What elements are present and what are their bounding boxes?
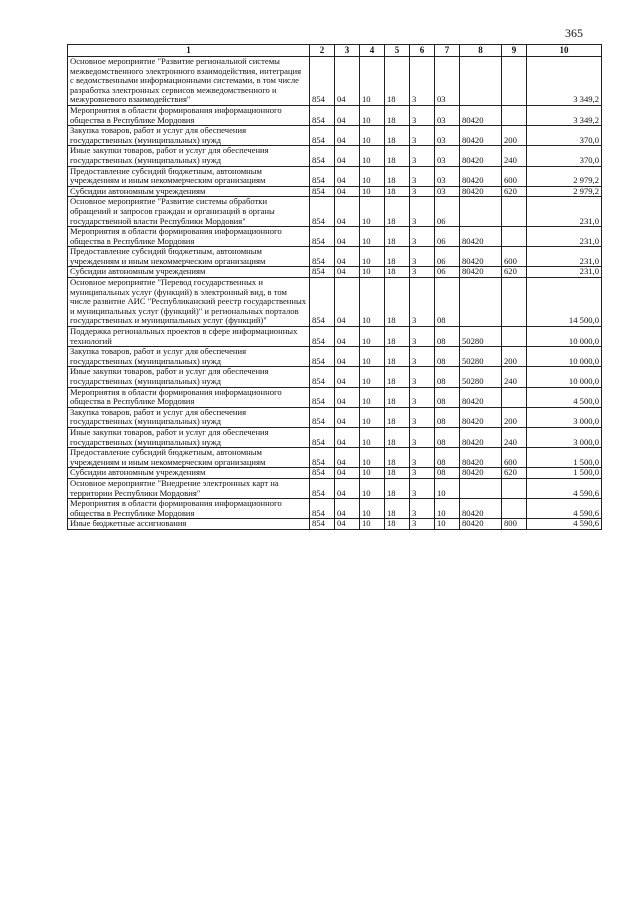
- code-col-6: 3: [410, 327, 435, 347]
- row-name: Поддержка региональных проектов в сфере информационных технологий: [68, 327, 310, 347]
- code-col-5: 18: [385, 267, 410, 278]
- code-col-8: 80420: [460, 227, 502, 247]
- code-col-9: [502, 478, 527, 498]
- code-col-5: 18: [385, 427, 410, 447]
- code-col-7: 08: [435, 468, 460, 479]
- row-amount: 1 500,0: [527, 468, 602, 479]
- code-col-7: 08: [435, 278, 460, 327]
- code-col-6: 3: [410, 407, 435, 427]
- code-col-7: 08: [435, 327, 460, 347]
- code-col-8: 80420: [460, 105, 502, 125]
- row-name: Мероприятия в области формирования информационного общества в Республике Мордовия: [68, 387, 310, 407]
- table-row: [68, 448, 602, 468]
- code-col-6: 3: [410, 166, 435, 186]
- header-row: [68, 45, 602, 57]
- row-amount: 2 979,2: [527, 166, 602, 186]
- code-col-3: 04: [335, 347, 360, 367]
- code-col-3: 04: [335, 278, 360, 327]
- code-col-2: 854: [310, 278, 335, 327]
- row-amount: 3 000,0: [527, 407, 602, 427]
- code-col-4: 10: [360, 499, 385, 519]
- code-col-5: 18: [385, 166, 410, 186]
- table-row: [68, 499, 602, 519]
- row-name: Закупка товаров, работ и услуг для обеспечения государственных (муниципальных) нужд: [68, 407, 310, 427]
- table-row: [68, 247, 602, 267]
- code-col-9: [502, 197, 527, 227]
- table-row: [68, 387, 602, 407]
- row-amount: 1 500,0: [527, 448, 602, 468]
- code-col-2: 854: [310, 519, 335, 530]
- code-col-3: 04: [335, 468, 360, 479]
- code-col-6: 3: [410, 387, 435, 407]
- row-name: Иные закупки товаров, работ и услуг для обеспечения государственных (муниципальных) нужд: [68, 146, 310, 166]
- code-col-7: 08: [435, 347, 460, 367]
- code-col-4: 10: [360, 57, 385, 106]
- code-col-7: 06: [435, 227, 460, 247]
- table-row: [68, 278, 602, 327]
- code-col-2: 854: [310, 387, 335, 407]
- code-col-4: 10: [360, 227, 385, 247]
- code-col-7: 03: [435, 57, 460, 106]
- code-col-6: 3: [410, 186, 435, 197]
- code-col-7: 08: [435, 387, 460, 407]
- header-cell: 6: [410, 45, 435, 57]
- code-col-3: 04: [335, 267, 360, 278]
- code-col-6: 3: [410, 126, 435, 146]
- code-col-4: 10: [360, 267, 385, 278]
- code-col-8: 80420: [460, 427, 502, 447]
- code-col-7: 03: [435, 166, 460, 186]
- code-col-8: 80420: [460, 448, 502, 468]
- code-col-3: 04: [335, 105, 360, 125]
- code-col-9: [502, 278, 527, 327]
- code-col-7: 08: [435, 427, 460, 447]
- code-col-5: 18: [385, 347, 410, 367]
- code-col-2: 854: [310, 367, 335, 387]
- code-col-6: 3: [410, 278, 435, 327]
- code-col-9: 200: [502, 407, 527, 427]
- code-col-3: 04: [335, 126, 360, 146]
- code-col-4: 10: [360, 126, 385, 146]
- table-row: [68, 166, 602, 186]
- code-col-2: 854: [310, 267, 335, 278]
- header-cell: 7: [435, 45, 460, 57]
- code-col-3: 04: [335, 387, 360, 407]
- code-col-5: 18: [385, 126, 410, 146]
- code-col-3: 04: [335, 367, 360, 387]
- code-col-8: 80420: [460, 267, 502, 278]
- code-col-5: 18: [385, 227, 410, 247]
- code-col-4: 10: [360, 347, 385, 367]
- code-col-8: 80420: [460, 247, 502, 267]
- code-col-6: 3: [410, 57, 435, 106]
- code-col-5: 18: [385, 407, 410, 427]
- code-col-8: [460, 57, 502, 106]
- code-col-9: 620: [502, 186, 527, 197]
- code-col-8: 80420: [460, 519, 502, 530]
- code-col-9: 240: [502, 367, 527, 387]
- code-col-6: 3: [410, 499, 435, 519]
- code-col-5: 18: [385, 278, 410, 327]
- code-col-4: 10: [360, 468, 385, 479]
- code-col-9: 620: [502, 468, 527, 479]
- code-col-2: 854: [310, 468, 335, 479]
- code-col-2: 854: [310, 186, 335, 197]
- row-name: Основное мероприятие "Развитие региональной системы межведомственного электронного взаимодействия, интеграция с ведомственными информационными системами, в том числе разработка электронных сервисов межведомственного и межуровневого взаимодействия": [68, 57, 310, 106]
- row-amount: 231,0: [527, 267, 602, 278]
- row-amount: 14 500,0: [527, 278, 602, 327]
- header-cell: 5: [385, 45, 410, 57]
- code-col-9: 200: [502, 347, 527, 367]
- code-col-7: 03: [435, 126, 460, 146]
- code-col-8: 80420: [460, 468, 502, 479]
- code-col-4: 10: [360, 448, 385, 468]
- code-col-5: 18: [385, 57, 410, 106]
- code-col-9: [502, 387, 527, 407]
- row-name: Иные закупки товаров, работ и услуг для обеспечения государственных (муниципальных) нужд: [68, 427, 310, 447]
- row-name: Основное мероприятие "Развитие системы обработки обращений и запросов граждан и организаций в органы государственной власти Республики Мордовия": [68, 197, 310, 227]
- code-col-8: 80420: [460, 146, 502, 166]
- code-col-7: 06: [435, 197, 460, 227]
- code-col-4: 10: [360, 186, 385, 197]
- row-name: Основное мероприятие "Перевод государственных и муниципальных услуг (функций) в электронный вид, в том числе развитие АИС "Республиканский реестр государственных и муниципальных услуг (функций)" и региональных порталов государственных и муниципальных услуг (функций)": [68, 278, 310, 327]
- code-col-3: 04: [335, 227, 360, 247]
- code-col-6: 3: [410, 146, 435, 166]
- row-name: Мероприятия в области формирования информационного общества в Республике Мордовия: [68, 499, 310, 519]
- code-col-7: 10: [435, 478, 460, 498]
- code-col-7: 03: [435, 146, 460, 166]
- code-col-4: 10: [360, 367, 385, 387]
- row-amount: 231,0: [527, 247, 602, 267]
- code-col-9: [502, 105, 527, 125]
- table-body: [68, 57, 602, 530]
- code-col-5: 18: [385, 478, 410, 498]
- header-cell: 8: [460, 45, 502, 57]
- code-col-2: 854: [310, 478, 335, 498]
- code-col-5: 18: [385, 499, 410, 519]
- code-col-5: 18: [385, 387, 410, 407]
- table-row: [68, 186, 602, 197]
- code-col-6: 3: [410, 448, 435, 468]
- row-name: Основное мероприятие "Внедрение электронных карт на территории Республики Мордовия": [68, 478, 310, 498]
- code-col-8: [460, 478, 502, 498]
- code-col-8: 50280: [460, 347, 502, 367]
- code-col-5: 18: [385, 146, 410, 166]
- row-amount: 231,0: [527, 197, 602, 227]
- table-row: [68, 227, 602, 247]
- header-cell: 10: [527, 45, 602, 57]
- code-col-5: 18: [385, 105, 410, 125]
- code-col-8: 80420: [460, 387, 502, 407]
- header-cell: 2: [310, 45, 335, 57]
- row-amount: 370,0: [527, 146, 602, 166]
- table-row: [68, 427, 602, 447]
- code-col-2: 854: [310, 57, 335, 106]
- row-name: Субсидии автономным учреждениям: [68, 186, 310, 197]
- row-name: Мероприятия в области формирования информационного общества в Республике Мордовия: [68, 227, 310, 247]
- code-col-3: 04: [335, 166, 360, 186]
- table-row: [68, 126, 602, 146]
- code-col-8: [460, 197, 502, 227]
- row-amount: 4 500,0: [527, 387, 602, 407]
- code-col-9: [502, 227, 527, 247]
- header-cell: 9: [502, 45, 527, 57]
- code-col-2: 854: [310, 407, 335, 427]
- code-col-6: 3: [410, 267, 435, 278]
- code-col-6: 3: [410, 197, 435, 227]
- table-row: [68, 146, 602, 166]
- code-col-3: 04: [335, 186, 360, 197]
- code-col-6: 3: [410, 105, 435, 125]
- code-col-7: 03: [435, 105, 460, 125]
- code-col-6: 3: [410, 519, 435, 530]
- code-col-8: 80420: [460, 499, 502, 519]
- code-col-4: 10: [360, 278, 385, 327]
- code-col-7: 08: [435, 367, 460, 387]
- code-col-2: 854: [310, 448, 335, 468]
- code-col-9: 240: [502, 427, 527, 447]
- code-col-4: 10: [360, 197, 385, 227]
- code-col-4: 10: [360, 247, 385, 267]
- code-col-5: 18: [385, 247, 410, 267]
- code-col-4: 10: [360, 146, 385, 166]
- table-row: [68, 478, 602, 498]
- code-col-8: 80420: [460, 126, 502, 146]
- table-row: [68, 197, 602, 227]
- table-row: [68, 519, 602, 530]
- code-col-9: [502, 499, 527, 519]
- code-col-7: 08: [435, 407, 460, 427]
- code-col-9: [502, 57, 527, 106]
- code-col-2: 854: [310, 427, 335, 447]
- code-col-6: 3: [410, 347, 435, 367]
- code-col-3: 04: [335, 146, 360, 166]
- code-col-2: 854: [310, 126, 335, 146]
- code-col-9: 620: [502, 267, 527, 278]
- row-amount: 4 590,6: [527, 478, 602, 498]
- table-row: [68, 367, 602, 387]
- row-amount: 4 590,6: [527, 499, 602, 519]
- code-col-3: 04: [335, 407, 360, 427]
- code-col-2: 854: [310, 499, 335, 519]
- code-col-6: 3: [410, 227, 435, 247]
- row-name: Субсидии автономным учреждениям: [68, 468, 310, 479]
- code-col-9: [502, 327, 527, 347]
- code-col-8: 80420: [460, 186, 502, 197]
- code-col-5: 18: [385, 468, 410, 479]
- code-col-4: 10: [360, 387, 385, 407]
- row-name: Закупка товаров, работ и услуг для обеспечения государственных (муниципальных) нужд: [68, 126, 310, 146]
- code-col-5: 18: [385, 327, 410, 347]
- code-col-9: 600: [502, 166, 527, 186]
- row-name: Иные бюджетные ассигнования: [68, 519, 310, 530]
- code-col-4: 10: [360, 105, 385, 125]
- row-name: Мероприятия в области формирования информационного общества в Республике Мордовия: [68, 105, 310, 125]
- table-row: [68, 57, 602, 106]
- code-col-6: 3: [410, 468, 435, 479]
- code-col-6: 3: [410, 427, 435, 447]
- code-col-2: 854: [310, 197, 335, 227]
- table-row: [68, 105, 602, 125]
- code-col-8: 50280: [460, 327, 502, 347]
- row-amount: 231,0: [527, 227, 602, 247]
- code-col-4: 10: [360, 478, 385, 498]
- code-col-3: 04: [335, 197, 360, 227]
- code-col-9: 800: [502, 519, 527, 530]
- code-col-4: 10: [360, 519, 385, 530]
- table-row: [68, 347, 602, 367]
- code-col-3: 04: [335, 427, 360, 447]
- code-col-7: 06: [435, 267, 460, 278]
- code-col-2: 854: [310, 166, 335, 186]
- table-row: [68, 327, 602, 347]
- code-col-6: 3: [410, 247, 435, 267]
- code-col-7: 08: [435, 448, 460, 468]
- row-name: Предоставление субсидий бюджетным, автономным учреждениям и иным некоммерческим организациям: [68, 448, 310, 468]
- row-amount: 3 349,2: [527, 57, 602, 106]
- code-col-3: 04: [335, 519, 360, 530]
- code-col-4: 10: [360, 327, 385, 347]
- code-col-3: 04: [335, 327, 360, 347]
- code-col-3: 04: [335, 57, 360, 106]
- row-amount: 3 349,2: [527, 105, 602, 125]
- code-col-3: 04: [335, 247, 360, 267]
- code-col-3: 04: [335, 478, 360, 498]
- row-amount: 4 590,6: [527, 519, 602, 530]
- row-name: Субсидии автономным учреждениям: [68, 267, 310, 278]
- code-col-5: 18: [385, 197, 410, 227]
- code-col-4: 10: [360, 407, 385, 427]
- code-col-5: 18: [385, 367, 410, 387]
- code-col-7: 10: [435, 499, 460, 519]
- row-amount: 10 000,0: [527, 327, 602, 347]
- row-amount: 3 000,0: [527, 427, 602, 447]
- table-row: [68, 267, 602, 278]
- code-col-3: 04: [335, 448, 360, 468]
- code-col-8: [460, 278, 502, 327]
- code-col-7: 03: [435, 186, 460, 197]
- budget-table: [67, 44, 602, 530]
- row-amount: 10 000,0: [527, 347, 602, 367]
- row-amount: 370,0: [527, 126, 602, 146]
- code-col-5: 18: [385, 519, 410, 530]
- header-cell: 1: [68, 45, 310, 57]
- row-name: Иные закупки товаров, работ и услуг для обеспечения государственных (муниципальных) нужд: [68, 367, 310, 387]
- page-number: 365: [565, 26, 583, 40]
- code-col-7: 06: [435, 247, 460, 267]
- code-col-2: 854: [310, 327, 335, 347]
- code-col-6: 3: [410, 478, 435, 498]
- code-col-2: 854: [310, 227, 335, 247]
- code-col-7: 10: [435, 519, 460, 530]
- header-cell: 3: [335, 45, 360, 57]
- row-name: Предоставление субсидий бюджетным, автономным учреждениям и иным некоммерческим организациям: [68, 166, 310, 186]
- code-col-4: 10: [360, 427, 385, 447]
- code-col-5: 18: [385, 186, 410, 197]
- row-name: Закупка товаров, работ и услуг для обеспечения государственных (муниципальных) нужд: [68, 347, 310, 367]
- table-row: [68, 407, 602, 427]
- row-amount: 10 000,0: [527, 367, 602, 387]
- code-col-9: 240: [502, 146, 527, 166]
- code-col-6: 3: [410, 367, 435, 387]
- code-col-8: 80420: [460, 407, 502, 427]
- code-col-2: 854: [310, 247, 335, 267]
- code-col-8: 80420: [460, 166, 502, 186]
- row-amount: 2 979,2: [527, 186, 602, 197]
- code-col-9: 600: [502, 247, 527, 267]
- code-col-3: 04: [335, 499, 360, 519]
- code-col-8: 50280: [460, 367, 502, 387]
- code-col-2: 854: [310, 146, 335, 166]
- code-col-2: 854: [310, 105, 335, 125]
- code-col-9: 600: [502, 448, 527, 468]
- code-col-2: 854: [310, 347, 335, 367]
- code-col-4: 10: [360, 166, 385, 186]
- header-cell: 4: [360, 45, 385, 57]
- table-row: [68, 468, 602, 479]
- row-name: Предоставление субсидий бюджетным, автономным учреждениям и иным некоммерческим организациям: [68, 247, 310, 267]
- code-col-5: 18: [385, 448, 410, 468]
- code-col-9: 200: [502, 126, 527, 146]
